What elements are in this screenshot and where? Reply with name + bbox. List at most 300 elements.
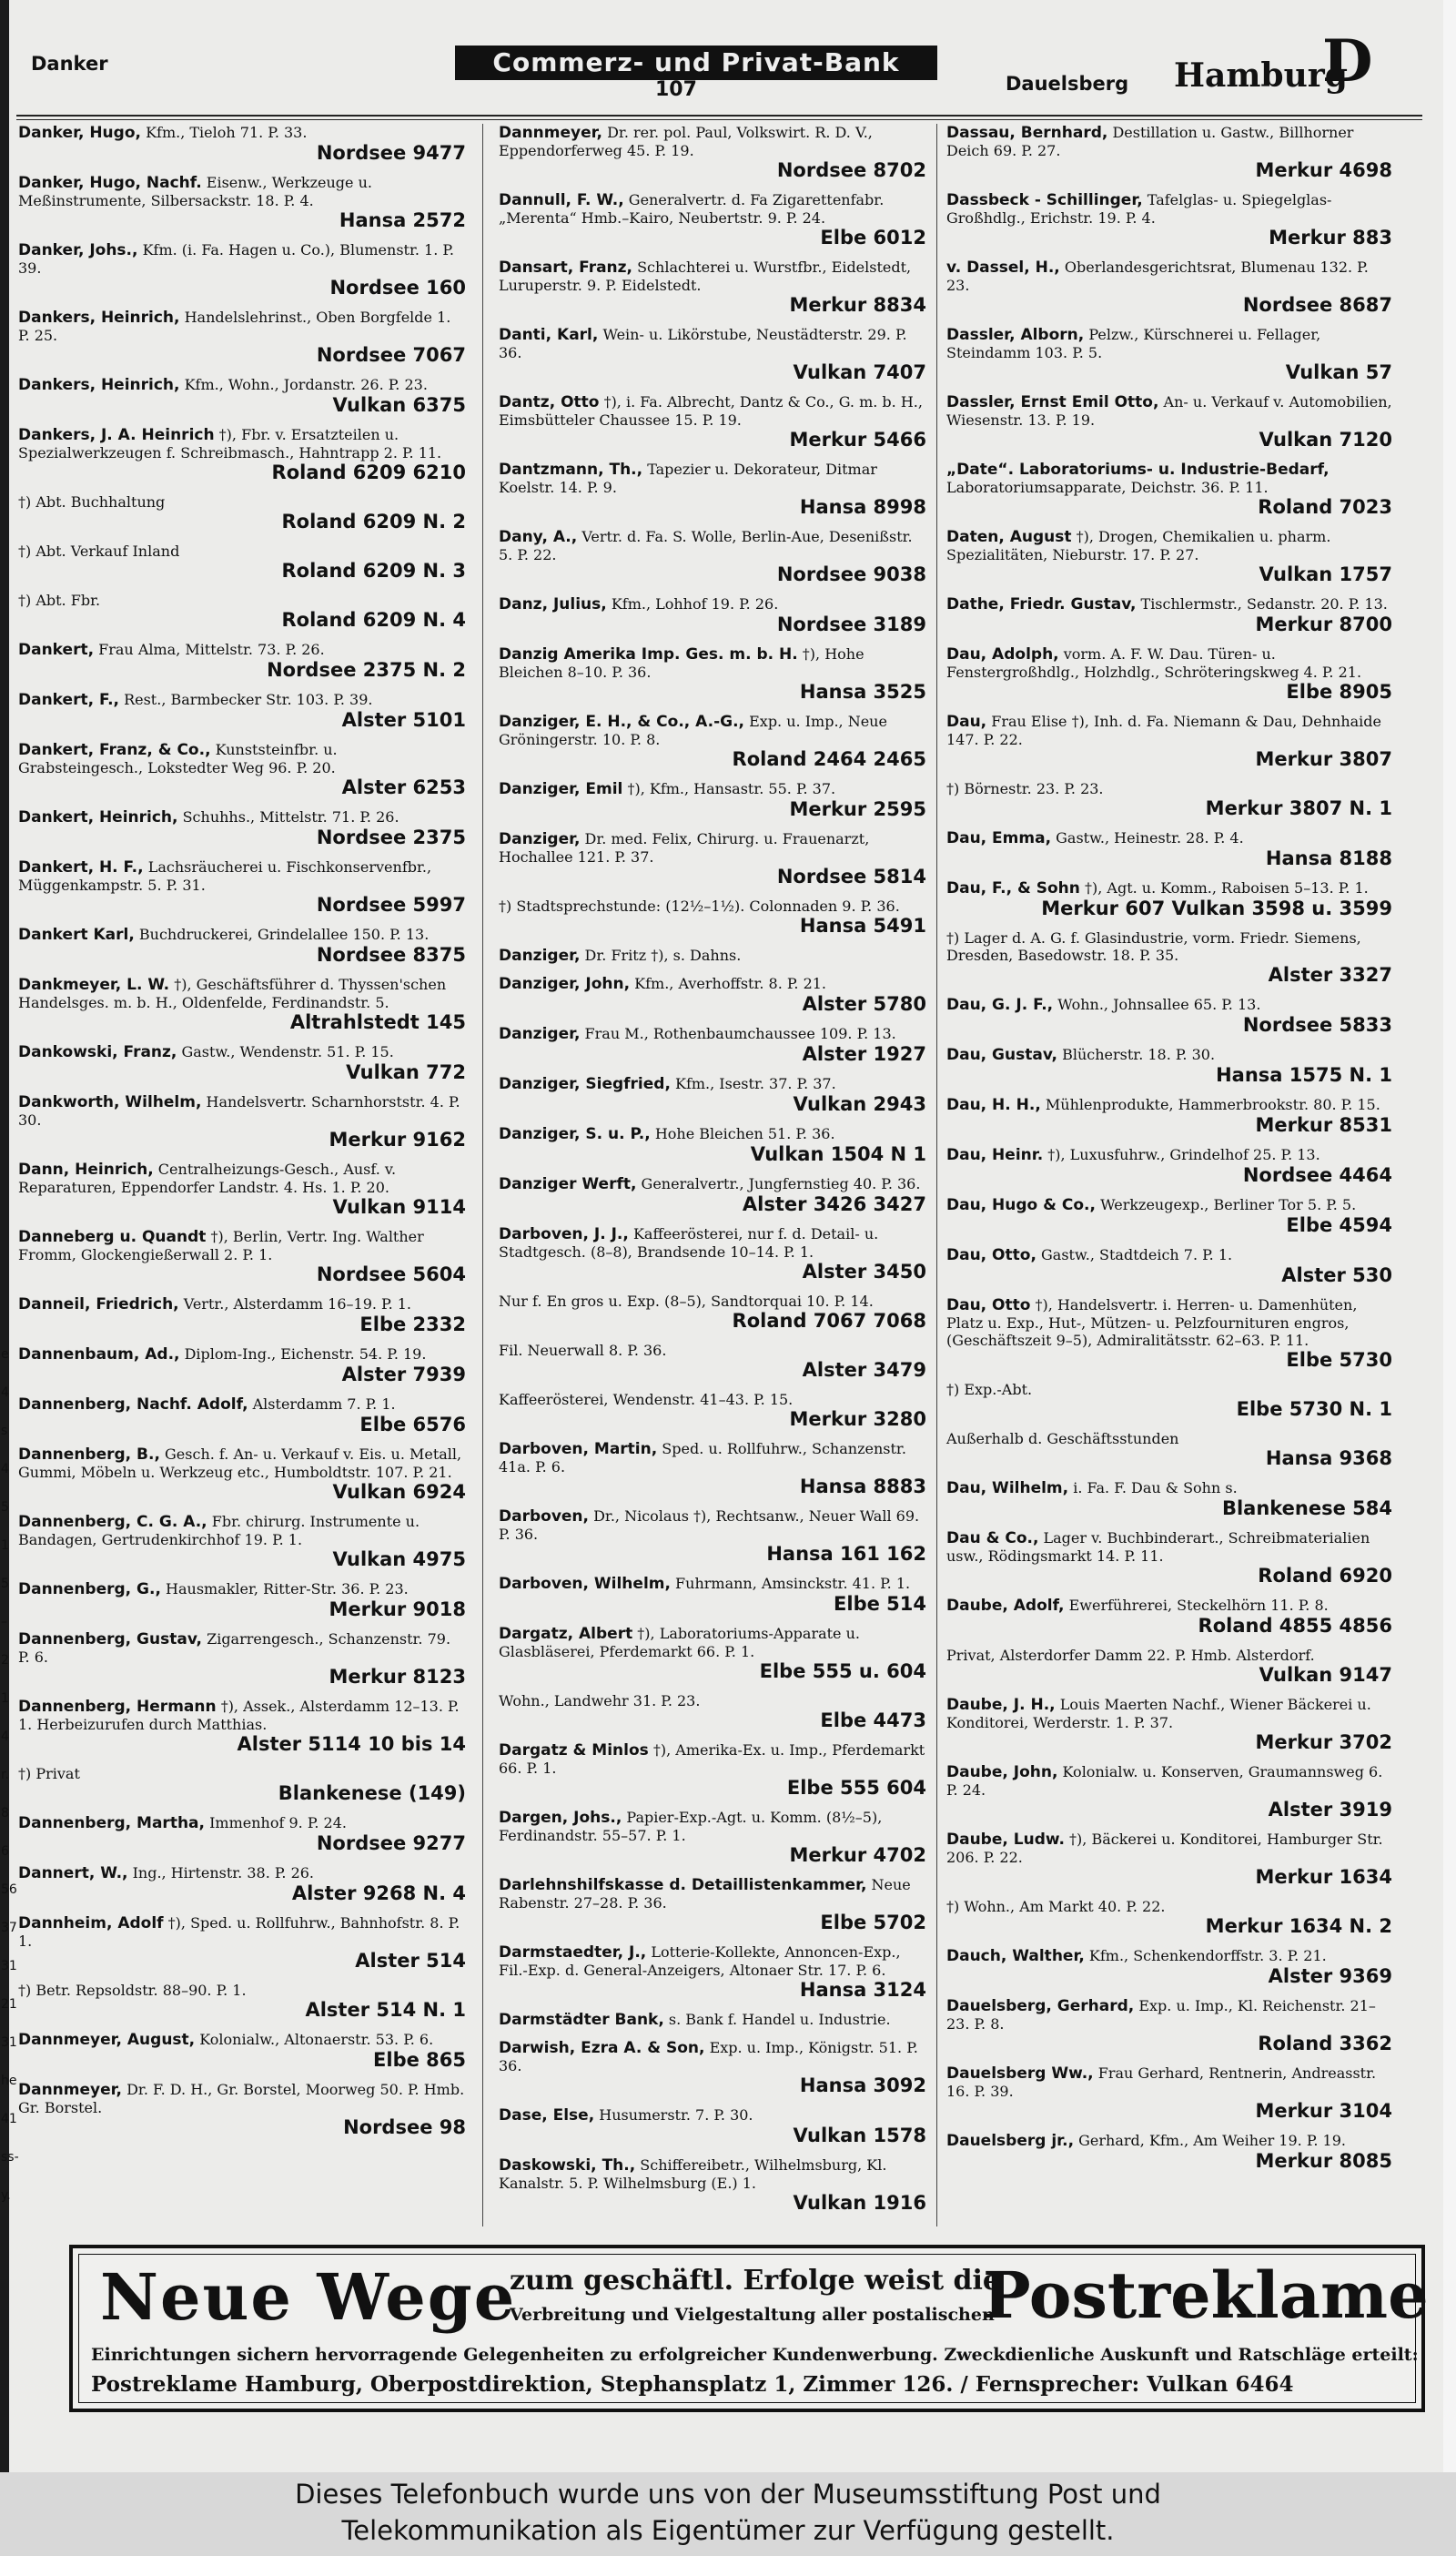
entry-phone: Merkur 3280: [789, 1408, 926, 1430]
entry-text: [946, 1196, 1392, 1214]
entry-text: [18, 376, 466, 394]
entry-text: [946, 259, 1392, 294]
directory-entry: [18, 1093, 466, 1151]
directory-entry: [499, 1391, 926, 1430]
entry-text: [18, 2031, 466, 2049]
entry-name: Dannenberg, G.,: [18, 1580, 161, 1598]
entry-phone: Alster 5101: [341, 709, 466, 731]
entry-text: [946, 1898, 1392, 1915]
entry-details: Kfm., Isestr. 37. P. 37.: [675, 1075, 836, 1092]
entry-name: Dankers, Heinrich,: [18, 309, 180, 327]
entry-text: [499, 780, 926, 798]
entry-text: [946, 1529, 1392, 1565]
directory-entry: [18, 1814, 466, 1854]
directory-entry: [18, 376, 466, 416]
entry-details: †) Betr. Repsoldstr. 88–90. P. 1.: [18, 1982, 247, 1999]
entry-details: Schiffereibetr., Wilhelmsburg, Kl. Kanalstr. 5. P. Wilhelmsburg (E.) 1.: [499, 2156, 887, 2192]
entry-details: Exp. u. Imp., Kl. Reichenstr. 21–23. P. 8.: [946, 1997, 1376, 2033]
directory-entry: [946, 1246, 1392, 1286]
directory-entry: [18, 309, 466, 366]
entry-phone: Alster 1927: [802, 1043, 926, 1065]
entry-text: [18, 926, 466, 944]
entry-name: Dau, G. J. F.,: [946, 996, 1054, 1014]
entry-name: Dankers, J. A. Heinrich: [18, 426, 215, 444]
entry-details: †), Handelsvertr. i. Herren- u. Damenhüten, Platz u. Exp., Hut-, Mützen- u. Pelzfournituren engros, (Geschäftszeit 9–5), Admiralitätsstr. 62–63. P. 11.: [946, 1296, 1358, 1349]
entry-text: [946, 595, 1392, 614]
header-rule: [16, 115, 1422, 120]
entry-details: Destillation u. Gastw., Billhorner Deich 69. P. 27.: [946, 124, 1354, 159]
entry-name: Dannheim, Adolf: [18, 1914, 164, 1932]
entry-name: Dase, Else,: [499, 2106, 595, 2125]
entry-name: Darmstädter Bank,: [499, 2011, 664, 2029]
entry-text: [18, 1580, 466, 1598]
entry-name: Dannmeyer,: [499, 124, 602, 142]
entry-text: [499, 1625, 926, 1660]
entry-text: [499, 191, 926, 227]
entry-text: [499, 1692, 926, 1709]
entry-details: †), Fbr. v. Ersatzteilen u. Spezialwerkzeugen f. Schreibmasch., Hahntrapp 2. P. 11.: [18, 426, 442, 462]
entry-phone: Nordsee 9477: [316, 142, 466, 164]
adjacent-page-fragments: [0, 1347, 19, 2257]
entry-text: [18, 174, 466, 209]
entry-details: Generalvertr. d. Fa Zigarettenfabr. „Merenta“ Hmb.–Kairo, Neubertstr. 9. P. 24.: [499, 191, 885, 227]
directory-entry: [946, 1997, 1392, 2054]
entry-details: †), Amerika-Ex. u. Imp., Pferdemarkt 66. P. 1.: [499, 1741, 925, 1777]
entry-phone: Roland 3362: [1258, 2033, 1392, 2054]
directory-entry: [946, 595, 1392, 635]
directory-entry: [18, 1580, 466, 1620]
entry-details: Tapezier u. Dekorateur, Ditmar Koelstr. 14. P. 9.: [499, 461, 877, 496]
entry-name: Dannenberg, Martha,: [18, 1814, 205, 1832]
directory-entry: [18, 1630, 466, 1688]
entry-details: Gastw., Wendenstr. 51. P. 15.: [181, 1043, 394, 1060]
directory-entry: [946, 1696, 1392, 1753]
entry-text: [18, 1982, 466, 1999]
entry-phone: Elbe 514: [834, 1593, 926, 1615]
entry-name: Darboven, J. J.,: [499, 1225, 629, 1243]
entry-name: Dannenbaum, Ad.,: [18, 1345, 180, 1364]
entry-name: Dantzmann, Th.,: [499, 461, 643, 479]
entry-details: Zigarrengesch., Schanzenstr. 79. P. 6.: [18, 1630, 451, 1666]
directory-entry: [18, 1043, 466, 1083]
entry-details: Centralheizungs-Gesch., Ausf. v. Reparaturen, Eppendorfer Landstr. 4. Hs. 1. P. 20.: [18, 1161, 397, 1196]
entry-text: [18, 741, 466, 776]
entry-name: Darmstaedter, J.,: [499, 1943, 647, 1962]
ad-title: Neue Wege: [100, 2259, 517, 2335]
entry-details: †), Assek., Alsterdamm 12–13. P. 1. Herbeizurufen durch Matthias.: [18, 1698, 460, 1733]
directory-entry: [946, 393, 1392, 451]
directory-entry: [18, 1914, 466, 1972]
entry-phone: Roland 6209 6210: [271, 462, 466, 483]
entry-details: Dr. rer. pol. Paul, Volkswirt. R. D. V., Eppendorferweg 45. P. 19.: [499, 124, 873, 159]
entry-phone: Alster 9369: [1268, 1965, 1392, 1987]
entry-name: Daube, Ludw.: [946, 1831, 1065, 1849]
fragment-text: 56: [1, 1882, 17, 1897]
entry-phone: Alster 3426 3427: [742, 1193, 926, 1215]
directory-entry: [499, 124, 926, 181]
entry-text: [499, 259, 926, 294]
entry-details: Kolonialw., Altonaerstr. 53. P. 6.: [199, 2031, 434, 2048]
entry-name: Dansart, Franz,: [499, 259, 632, 277]
entry-details: Rest., Barmbecker Str. 103. P. 39.: [124, 691, 373, 708]
entry-name: Darwish, Ezra A. & Son,: [499, 2039, 705, 2057]
entry-phone: Vulkan 7407: [793, 361, 926, 383]
entry-phone: Merkur 8123: [329, 1666, 466, 1688]
fragment-text: 21: [1, 1997, 17, 2012]
fragment-text: –: [1, 1615, 7, 1629]
entry-phone: Elbe 2332: [359, 1314, 466, 1335]
entry-phone: Elbe 8905: [1286, 681, 1392, 703]
directory-entry: [499, 1741, 926, 1799]
entry-phone: Nordsee 5997: [316, 894, 466, 916]
entry-details: Frau Elise †), Inh. d. Fa. Niemann & Dau, Dehnhaide 147. P. 22.: [946, 713, 1382, 748]
fragment-text: 5: [1, 1577, 9, 1591]
entry-name: Danziger, E. H., & Co., A.-G.,: [499, 713, 745, 731]
entry-text: [18, 124, 466, 142]
directory-entry: [946, 124, 1392, 181]
entry-text: [499, 1440, 926, 1476]
entry-text: [946, 1096, 1392, 1114]
entry-phone: Nordsee 5604: [316, 1263, 466, 1285]
directory-entry: [499, 1943, 926, 2001]
directory-entry: [499, 1507, 926, 1565]
entry-details: Frau Gerhard, Rentnerin, Andreasstr. 16. P. 39.: [946, 2064, 1377, 2100]
entry-phone: Alster 3479: [802, 1359, 926, 1381]
entry-phone: Alster 3450: [802, 1261, 926, 1283]
directory-entry: [499, 645, 926, 703]
entry-phone: Roland 6920: [1258, 1565, 1392, 1587]
entry-name: Danker, Hugo, Nachf.: [18, 174, 202, 192]
directory-entry: [946, 528, 1392, 585]
entry-details: †) Abt. Fbr.: [18, 592, 101, 609]
fragment-text: ss-: [1, 2150, 19, 2165]
entry-phone: Merkur 3702: [1255, 1731, 1392, 1753]
entry-details: Papier-Exp.-Agt. u. Komm. (8½–5), Ferdinandstr. 55–57. P. 1.: [499, 1809, 883, 1844]
entry-text: [499, 830, 926, 866]
entry-name: Dankmeyer, L. W.: [18, 976, 170, 994]
entry-details: Tischlermstr., Sedanstr. 20. P. 13.: [1140, 595, 1388, 613]
entry-phone: Merkur 4702: [789, 1844, 926, 1866]
entry-phone: Hansa 9368: [1265, 1447, 1392, 1469]
entry-name: Daten, August: [946, 528, 1072, 546]
directory-entry: [499, 2011, 926, 2029]
entry-details: i. Fa. F. Dau & Sohn s.: [1073, 1479, 1238, 1496]
entry-details: Kfm., Tieloh 71. P. 33.: [146, 124, 308, 141]
directory-entry: [499, 191, 926, 248]
entry-phone: Altrahlstedt 145: [289, 1011, 466, 1033]
entry-text: [18, 1295, 466, 1314]
directory-entry: [18, 1864, 466, 1904]
directory-entry: [946, 929, 1392, 986]
entry-phone: Hansa 3092: [799, 2074, 926, 2096]
directory-entry: [499, 1125, 926, 1165]
ad-subtagline: Verbreitung und Vielgestaltung aller postalischen: [510, 2305, 995, 2325]
entry-details: Frau M., Rothenbaumchaussee 109. P. 13.: [584, 1025, 896, 1042]
entry-details: Kfm., Schenkendorffstr. 3. P. 21.: [1088, 1947, 1327, 1964]
entry-text: [18, 1765, 466, 1782]
directory-entry: [499, 1075, 926, 1115]
directory-entry: [499, 1692, 926, 1731]
directory-entry: [499, 528, 926, 585]
entry-details: †) Abt. Buchhaltung: [18, 493, 166, 511]
entry-phone: Nordsee 7067: [316, 344, 466, 366]
entry-name: Dau, Adolph,: [946, 645, 1059, 664]
entry-phone: Hansa 1575 N. 1: [1216, 1064, 1392, 1086]
directory-entry: [946, 1597, 1392, 1637]
entry-name: Danziger, Siegfried,: [499, 1075, 671, 1093]
directory-entry: [18, 174, 466, 231]
entry-text: [499, 461, 926, 496]
entry-details: †), i. Fa. Albrecht, Dantz & Co., G. m. b. H., Eimsbütteler Chaussee 15. P. 19.: [499, 393, 923, 429]
entry-details: †) Wohn., Am Markt 40. P. 22.: [946, 1898, 1166, 1915]
fragment-text: 1: [1, 1691, 9, 1706]
header-first-entry: Danker: [31, 53, 108, 75]
directory-entry: [946, 1381, 1392, 1420]
entry-name: Danziger, John,: [499, 975, 631, 993]
entry-phone: Merkur 1634 N. 2: [1205, 1915, 1392, 1937]
entry-details: †), Drogen, Chemikalien u. pharm. Spezialitäten, Nieburstr. 17. P. 27.: [946, 528, 1331, 563]
entry-name: Dauelsberg jr.,: [946, 2132, 1075, 2150]
entry-text: [499, 1025, 926, 1043]
directory-entry: [18, 691, 466, 731]
entry-details: Schuhhs., Mittelstr. 71. P. 26.: [182, 808, 399, 826]
entry-text: [18, 1161, 466, 1196]
entry-text: [946, 1997, 1392, 2033]
entry-phone: Vulkan 1504 N 1: [750, 1143, 926, 1165]
directory-entry: [499, 595, 926, 635]
entry-text: [946, 1146, 1392, 1164]
entry-phone: Hansa 3124: [799, 1979, 926, 2001]
directory-entry: [946, 1763, 1392, 1821]
entry-phone: Vulkan 1578: [793, 2125, 926, 2146]
entry-text: [946, 393, 1392, 429]
entry-details: Ing., Hirtenstr. 38. P. 26.: [132, 1864, 315, 1882]
footer-line-1: Dieses Telefonbuch wurde uns von der Museumsstiftung Post und: [295, 2479, 1161, 2510]
entry-phone: Vulkan 2943: [793, 1093, 926, 1115]
fragment-text: r.: [1, 1768, 9, 1782]
entry-phone: Elbe 5730 N. 1: [1236, 1398, 1392, 1420]
directory-entry: [499, 1625, 926, 1682]
directory-entry: [18, 858, 466, 916]
entry-name: Dankworth, Wilhelm,: [18, 1093, 202, 1111]
directory-entry: [499, 2106, 926, 2146]
entry-details: Vertr. d. Fa. S. Wolle, Berlin-Aue, Desenißstr. 5. P. 22.: [499, 528, 913, 563]
directory-entry: [18, 1765, 466, 1804]
entry-name: Dau, F., & Sohn: [946, 879, 1080, 898]
entry-details: Dr. Fritz †), s. Dahns.: [584, 947, 742, 964]
entry-phone: Roland 4855 4856: [1198, 1615, 1392, 1637]
entry-details: Wein- u. Likörstube, Neustädterstr. 29. P. 36.: [499, 326, 907, 361]
entry-phone: Nordsee 4464: [1242, 1164, 1392, 1186]
directory-entry: [499, 1175, 926, 1215]
entry-phone: Alster 3327: [1268, 964, 1392, 986]
entry-text: [499, 124, 926, 159]
directory-entry: [499, 393, 926, 451]
entry-phone: Vulkan 1757: [1259, 563, 1392, 585]
entry-details: vorm. A. F. W. Dau. Türen- u. Fenstergroßhdlg., Holzhdlg., Schröteringskweg 4. P. 21.: [946, 645, 1362, 681]
entry-name: Dannenberg, B.,: [18, 1445, 160, 1464]
entry-name: Danti, Karl,: [499, 326, 599, 344]
entry-phone: Roland 6209 N. 2: [281, 511, 466, 532]
entry-phone: Merkur 1634: [1255, 1866, 1392, 1888]
directory-entry: [18, 124, 466, 164]
entry-name: Danz, Julius,: [499, 595, 607, 614]
entry-phone: Elbe 4473: [820, 1709, 926, 1731]
entry-details: †) Abt. Verkauf Inland: [18, 543, 180, 560]
entry-text: [499, 713, 926, 748]
entry-details: Mühlenprodukte, Hammerbrookstr. 80. P. 15.: [1045, 1096, 1380, 1113]
entry-text: [18, 1395, 466, 1414]
entry-name: Dankert Karl,: [18, 926, 135, 944]
entry-details: †) Privat: [18, 1765, 80, 1782]
directory-entry: [499, 1876, 926, 1933]
entry-text: [499, 1876, 926, 1912]
entry-details: Fuhrmann, Amsinckstr. 41. P. 1.: [675, 1575, 911, 1592]
entry-name: v. Dassel, H.,: [946, 259, 1060, 277]
directory-entry: [499, 947, 926, 965]
entry-text: [499, 1342, 926, 1359]
entry-details: Kaffeerösterei, nur f. d. Detail- u. Stadtgesch. (8–8), Brandsende 10–14. P. 1.: [499, 1225, 879, 1261]
entry-text: [499, 947, 926, 965]
entry-text: [499, 1575, 926, 1593]
entry-text: [18, 1513, 466, 1548]
entry-phone: Nordsee 8702: [776, 159, 926, 181]
entry-text: [946, 1696, 1392, 1731]
entry-details: †), Laboratoriums-Apparate u. Glasbläserei, Pferdemarkt 66. P. 1.: [499, 1625, 860, 1660]
entry-name: Dannenberg, C. G. A.,: [18, 1513, 207, 1531]
entry-text: [946, 1296, 1392, 1349]
entry-details: †), Luxusfuhrw., Grindelhof 25. P. 13.: [1047, 1146, 1320, 1163]
entry-phone: Nordsee 9038: [776, 563, 926, 585]
entry-name: Danziger Werft,: [499, 1175, 637, 1193]
entry-name: Dannert, W.,: [18, 1864, 128, 1882]
entry-phone: Roland 6209 N. 3: [281, 560, 466, 582]
entry-phone: Merkur 8085: [1255, 2150, 1392, 2172]
directory-entry: [499, 1293, 926, 1332]
entry-phone: Merkur 5466: [789, 429, 926, 451]
entry-phone: Merkur 9018: [329, 1598, 466, 1620]
entry-phone: Elbe 5730: [1286, 1349, 1392, 1371]
entry-name: Dannenberg, Hermann: [18, 1698, 217, 1716]
fragment-text: 2: [1, 1653, 9, 1668]
directory-entry: [18, 1395, 466, 1435]
postreklame-advertisement: [69, 2245, 1429, 2412]
entry-phone: Merkur 3104: [1255, 2100, 1392, 2122]
entry-name: Dau, Otto: [946, 1296, 1031, 1314]
entry-details: Gerhard, Kfm., Am Weiher 19. P. 19.: [1078, 2132, 1346, 2149]
directory-entry: [499, 713, 926, 770]
entry-phone: Merkur 8834: [789, 294, 926, 316]
entry-name: Darlehnshilfskasse d. Detaillistenkammer,: [499, 1876, 867, 1894]
entry-phone: Vulkan 4975: [332, 1548, 466, 1570]
entry-phone: Hansa 8883: [799, 1476, 926, 1497]
entry-text: [946, 1381, 1392, 1398]
entry-text: [499, 1391, 926, 1408]
entry-text: [499, 645, 926, 681]
entry-phone: Alster 514: [355, 1950, 466, 1972]
directory-entry: [946, 645, 1392, 703]
entry-phone: Nordsee 8687: [1242, 294, 1392, 316]
entry-text: [946, 1246, 1392, 1264]
entry-text: [18, 2081, 466, 2116]
directory-entry: [18, 741, 466, 798]
entry-name: Dassler, Alborn,: [946, 326, 1085, 344]
entry-details: †), Agt. u. Komm., Raboisen 5–13. P. 1.: [1084, 879, 1369, 897]
entry-name: Dann, Heinrich,: [18, 1161, 154, 1179]
entry-text: [18, 426, 466, 462]
entry-name: Dathe, Friedr. Gustav,: [946, 595, 1137, 614]
fragment-text: 6: [1, 1844, 9, 1859]
entry-text: [18, 1914, 466, 1950]
entry-details: Exp. u. Imp., Königstr. 51. P. 36.: [499, 2039, 918, 2074]
entry-phone: Hansa 3525: [799, 681, 926, 703]
entry-text: [18, 1043, 466, 1061]
entry-details: Blücherstr. 18. P. 30.: [1062, 1046, 1216, 1063]
entry-name: Dau & Co.,: [946, 1529, 1039, 1547]
directory-entry: [499, 975, 926, 1015]
entry-phone: Merkur 607 Vulkan 3598 u. 3599: [1041, 898, 1392, 919]
entry-name: Dau, Emma,: [946, 829, 1052, 847]
entry-details: †) Stadtsprechstunde: (12½–1½). Colonnaden 9. P. 36.: [499, 898, 900, 915]
entry-phone: Hansa 8998: [799, 496, 926, 518]
entry-name: Dau, H. H.,: [946, 1096, 1041, 1114]
directory-entry: [18, 1295, 466, 1335]
ad-brand: Postreklame: [983, 2257, 1429, 2333]
entry-phone: Vulkan 9114: [332, 1196, 466, 1218]
entry-text: [946, 645, 1392, 681]
entry-details: †), Geschäftsführer d. Thyssen'schen Handelsges. m. b. H., Oldenfelde, Ferdinandstr. 5.: [18, 976, 447, 1011]
entry-text: [18, 858, 466, 894]
entry-name: Danker, Johs.,: [18, 241, 138, 259]
entry-details: Hausmakler, Ritter-Str. 36. P. 23.: [166, 1580, 409, 1598]
entry-phone: Elbe 865: [373, 2049, 466, 2071]
entry-name: Daube, John,: [946, 1763, 1058, 1781]
directory-entry: [18, 1161, 466, 1218]
directory-entry: [18, 1228, 466, 1285]
entry-details: Handelsvertr. Scharnhorststr. 4. P. 30.: [18, 1093, 460, 1129]
directory-entry: [946, 996, 1392, 1036]
entry-text: [499, 2156, 926, 2192]
entry-details: Lotterie-Kollekte, Annoncen-Exp., Fil.-Exp. d. General-Anzeigers, Altonaer Str. 17. P. 6.: [499, 1943, 901, 1979]
entry-phone: Merkur 2595: [789, 798, 926, 820]
entry-text: [499, 1125, 926, 1143]
entry-phone: Vulkan 772: [346, 1061, 466, 1083]
directory-entry: [18, 241, 466, 299]
entry-phone: Merkur 8700: [1255, 614, 1392, 635]
directory-entry: [18, 976, 466, 1033]
entry-phone: Nordsee 9277: [316, 1832, 466, 1854]
entry-phone: Merkur 883: [1269, 227, 1392, 248]
fragment-text: 4: [1, 1462, 9, 1476]
entry-text: [18, 1445, 466, 1481]
entry-details: Alsterdamm 7. P. 1.: [252, 1395, 396, 1413]
entry-details: Dr. med. Felix, Chirurg. u. Frauenarzt, Hochallee 121. P. 37.: [499, 830, 870, 866]
directory-entry: [946, 1296, 1392, 1371]
entry-details: Sped. u. Rollfuhrw., Schanzenstr. 41a. P. 6.: [499, 1440, 906, 1476]
entry-text: [946, 326, 1392, 361]
entry-phone: Alster 5114 10 bis 14: [237, 1733, 466, 1755]
directory-entry: [946, 2064, 1392, 2122]
entry-name: Dany, A.,: [499, 528, 578, 546]
entry-text: [499, 595, 926, 614]
entry-text: [18, 309, 466, 344]
entry-name: Daube, Adolf,: [946, 1597, 1065, 1615]
entry-text: [946, 2132, 1392, 2150]
entry-details: Fil. Neuerwall 8. P. 36.: [499, 1342, 667, 1359]
fragment-text: s: [1, 1424, 8, 1438]
entry-phone: Vulkan 6924: [332, 1481, 466, 1503]
directory-entry: [18, 493, 466, 532]
